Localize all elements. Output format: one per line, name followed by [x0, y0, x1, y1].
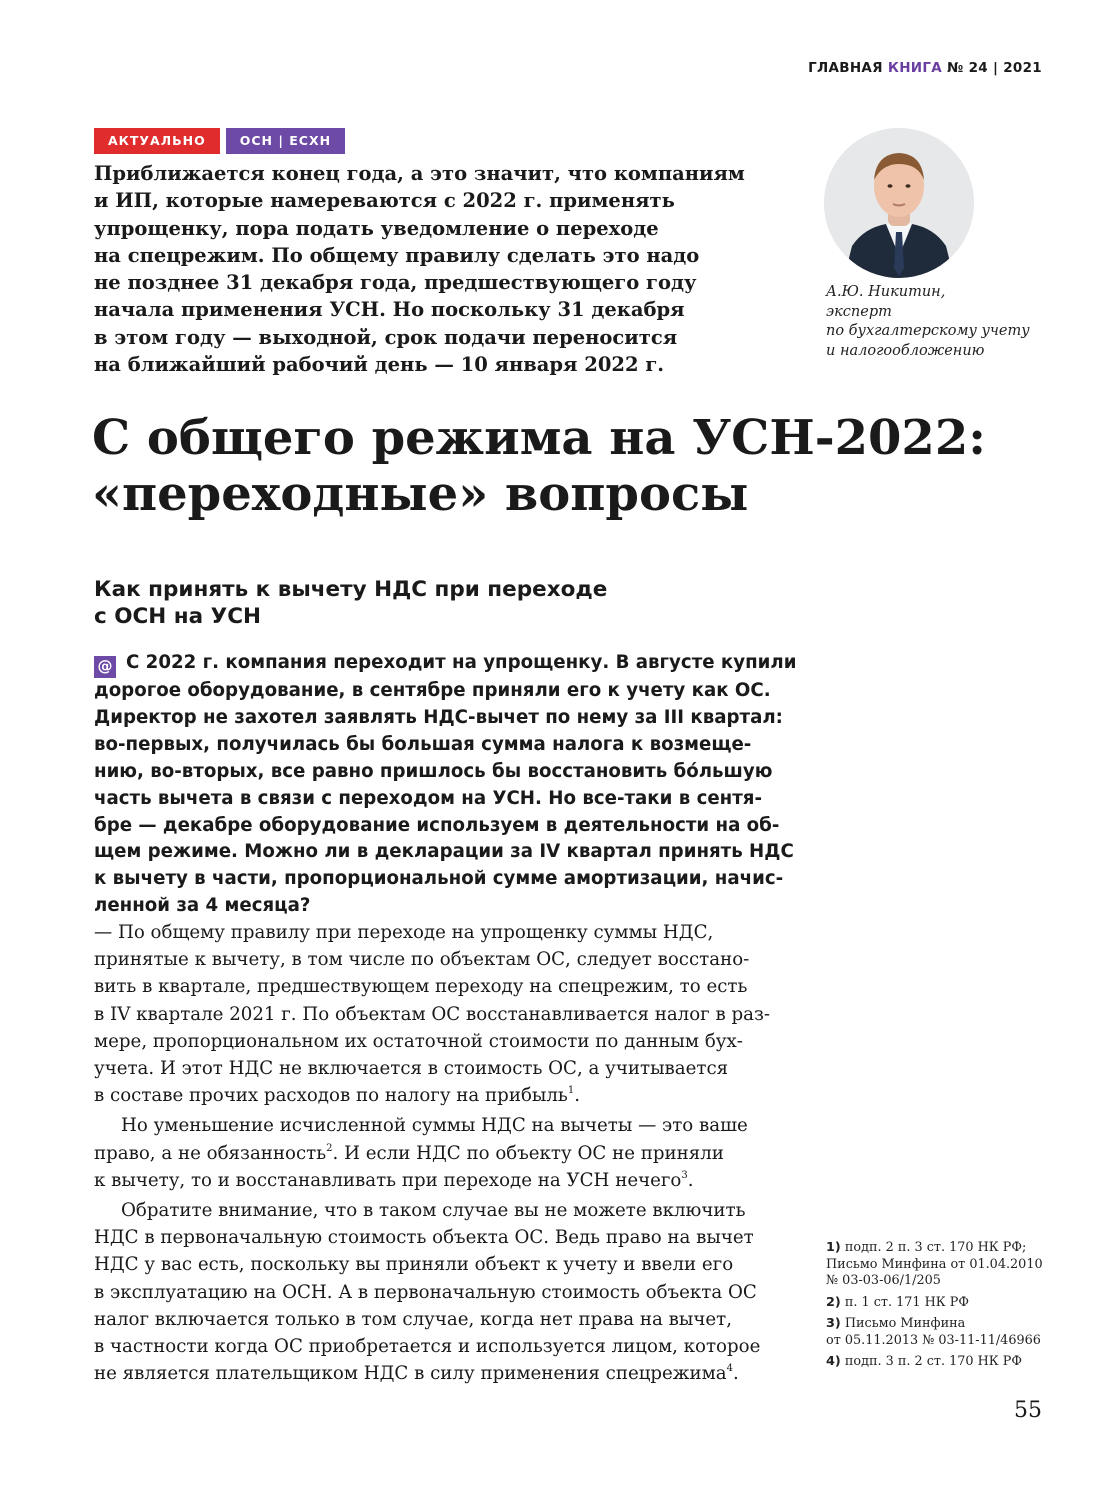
footnote-text: подп. 3 п. 2 ст. 170 НК РФ [844, 1354, 1022, 1369]
footnote-1 [826, 1240, 1066, 1290]
answer-line: в частности когда ОС приобретается и используется лицом, которое [94, 1336, 761, 1358]
answer-line: учета. И этот НДС не включается в стоимость ОС, а учитывается [94, 1058, 729, 1080]
lead-line: не позднее 31 декабря года, предшествующего году [94, 271, 697, 295]
answer-line: мере, пропорциональном их остаточной стоимости по данным бух- [94, 1030, 743, 1052]
footnotes [826, 1240, 1066, 1376]
lead-line: упрощенку, пора подать уведомление о переходе [94, 216, 659, 240]
footnote-number: 2) [826, 1294, 841, 1310]
tag-tax-regime[interactable]: ОСН | ЕСХН [226, 128, 345, 154]
answer-line [94, 1360, 784, 1387]
footnote-text: от 05.11.2013 № 03-11-11/46966 [826, 1332, 1041, 1348]
page-number: 55 [1014, 1398, 1042, 1423]
answer-line: НДС у вас есть, поскольку вы приняли объект к учету и ввели его [94, 1254, 734, 1276]
answer-line [94, 1167, 784, 1194]
footnote-3 [826, 1316, 1066, 1349]
question-line: ленной за 4 месяца? [94, 895, 311, 917]
lead-paragraph [94, 160, 774, 378]
answer-text: . [733, 1363, 739, 1385]
answer-text: право, а не обязанность [94, 1142, 327, 1164]
footnote-text: Письмо Минфина [844, 1316, 966, 1331]
answer-line: в IV квартале 2021 г. По объектам ОС восстанавливается налог в раз- [94, 1003, 771, 1025]
footnote-ref-1[interactable]: 1 [567, 1085, 575, 1097]
question-line: Директор не захотел заявлять НДС-вычет по нему за III квартал: [94, 706, 783, 728]
answer-line: в эксплуатацию на ОСН. А в первоначальную стоимость объекта ОС [94, 1281, 757, 1303]
answer-line: налог включается только в том случае, когда нет права на вычет, [94, 1308, 733, 1330]
tag-actual[interactable]: АКТУАЛЬНО [94, 128, 220, 154]
lead-line: в этом году — выходной, срок подачи переносится [94, 325, 678, 349]
footnote-text: п. 1 ст. 171 НК РФ [844, 1294, 969, 1310]
footnote-text: Письмо Минфина от 01.04.2010 [826, 1256, 1043, 1272]
answer-line: НДС в первоначальную стоимость объекта ОС. Ведь право на вычет [94, 1227, 754, 1249]
issue-number: № 24 | 2021 [947, 60, 1042, 76]
author-role: эксперт [826, 303, 892, 320]
lead-line: на ближайший рабочий день — 10 января 2022 г. [94, 353, 665, 377]
author-role: по бухгалтерскому учету [826, 323, 1030, 339]
subtitle-line: с ОСН на УСН [94, 604, 261, 629]
article-title [92, 410, 986, 522]
category-tags [94, 128, 345, 154]
footnote-4 [826, 1354, 1066, 1371]
answer-line [94, 1140, 784, 1167]
author-caption [826, 283, 1046, 361]
section-heading [94, 576, 607, 630]
lead-line: Приближается конец года, а это значит, что компаниям [94, 162, 745, 185]
footnote-text: № 03-03-06/1/205 [826, 1273, 941, 1288]
magazine-header [808, 60, 1042, 76]
answer-line: вить в квартале, предшествующем переходу на спецрежим, то есть [94, 976, 748, 998]
footnote-ref-4[interactable]: 4 [726, 1363, 734, 1375]
footnote-2 [826, 1295, 1066, 1312]
question-line: часть вычета в связи с переходом на УСН. Но все-таки в сентя- [94, 787, 763, 809]
magazine-name-accent: КНИГА [887, 60, 943, 76]
answer-line: — По общему правилу при переходе на упрощенку суммы НДС, [94, 922, 714, 943]
answer-text: к вычету, то и восстанавливать при переходе на УСН нечего [94, 1169, 682, 1191]
title-line: С общего режима на УСН-2022: [92, 410, 986, 466]
answer-text: . [687, 1169, 694, 1191]
footnote-ref-2[interactable]: 2 [326, 1142, 333, 1154]
lead-line: начала применения УСН. Но поскольку 31 декабря [94, 298, 685, 322]
author-portrait-icon [824, 128, 974, 278]
subtitle-line: Как принять к вычету НДС при переходе [94, 577, 608, 602]
author-photo [824, 128, 974, 278]
footnote-number: 3) [826, 1316, 841, 1331]
author-role: и налогообложению [826, 342, 985, 359]
question-line: дорогое оборудование, в сентябре приняли его к учету как ОС. [94, 680, 771, 701]
answer-text: . И если НДС по объекту ОС не приняли [332, 1142, 724, 1164]
answer-text: . [574, 1085, 580, 1107]
question-line: щем режиме. Можно ли в декларации за IV квартал принять НДС [94, 841, 794, 863]
footnote-number: 1) [826, 1240, 841, 1255]
question-line: во-первых, получилась бы большая сумма налога к возмеще- [94, 733, 752, 755]
lead-line: на спецрежим. По общему правилу сделать это надо [94, 243, 700, 267]
at-question-icon: @ [94, 656, 116, 678]
magazine-name: ГЛАВНАЯ [808, 60, 883, 76]
answer-line: Но уменьшение исчисленной суммы НДС на вычеты — это ваше [121, 1115, 748, 1137]
expert-answer [94, 919, 784, 1387]
answer-line [94, 1082, 784, 1109]
reader-question [94, 650, 797, 920]
question-text: С 2022 г. компания переходит на упрощенку. В августе купили [126, 652, 797, 673]
answer-line: принятые к вычету, в том числе по объектам ОС, следует восстано- [94, 949, 750, 971]
answer-line: Обратите внимание, что в таком случае вы не можете включить [121, 1200, 746, 1222]
question-line: нию, во-вторых, все равно пришлось бы восстановить бóльшую [94, 760, 773, 782]
answer-text: не является плательщиком НДС в силу применения спецрежима [94, 1363, 727, 1385]
question-line: бре — декабре оборудование используем в деятельности на об- [94, 814, 780, 836]
answer-text: в составе прочих расходов по налогу на прибыль [94, 1085, 568, 1107]
footnote-ref-3[interactable]: 3 [681, 1169, 688, 1181]
question-line: к вычету в части, пропорциональной сумме амортизации, начис- [94, 868, 784, 890]
title-line: «переходные» вопросы [92, 466, 749, 522]
lead-line: и ИП, которые намереваются с 2022 г. применять [94, 189, 675, 213]
question-line [94, 650, 797, 678]
footnote-number: 4) [826, 1354, 841, 1369]
footnote-text: подп. 2 п. 3 ст. 170 НК РФ; [844, 1240, 1027, 1255]
author-name: А.Ю. Никитин, [826, 284, 946, 300]
